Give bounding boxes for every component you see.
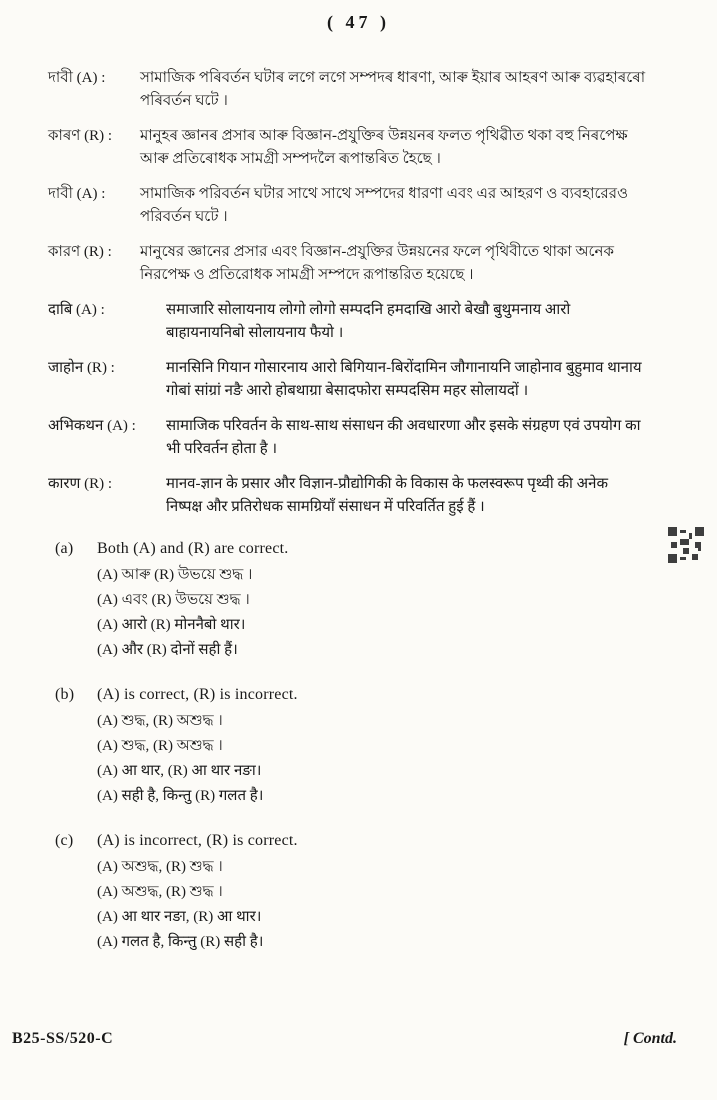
statement-row-assamese-a: [48, 67, 647, 113]
statement-row-bengali-a: [48, 183, 647, 229]
option-translation-assamese: (A) অশুদ্ধ, (R) শুদ্ধ ।: [97, 859, 223, 875]
option-english: (A) is incorrect, (R) is correct.: [97, 832, 298, 849]
statement-text: মানুষের জ্ঞানের প্রসার এবং বিজ্ঞান-প্রযুক্তির উন্নয়নের ফলে পৃথিবীতে থাকা অনেক নিরপেক্ষ ও প্রতিরোধক সামগ্রী সম্পদে রূপান্তরিত হয়েছে ।: [140, 244, 614, 283]
statement-label: अभिकथन (A) :: [48, 418, 136, 434]
statement-label: কারণ (R) :: [48, 244, 112, 260]
statement-text: समाजारि सोलायनाय लोगो लोगो सम्पदनि हमदाखि आरो बेखौ बुथुमनाय आरो बाहायनायनिबो सोलायनाय फैयो ।: [166, 302, 571, 341]
option-key: (a): [55, 540, 74, 557]
option-head: [55, 829, 647, 853]
option-translation-bodo: (A) आ थार नङा, (R) आ थार।: [97, 909, 262, 925]
option-translation-hindi: (A) और (R) दोनों सही हैं।: [97, 642, 238, 658]
option-translation-bodo: (A) आ थार, (R) आ थार नङा।: [97, 763, 262, 779]
statement-label: দাবী (A) :: [48, 70, 106, 86]
option-translations: [97, 709, 647, 809]
statement-row-bodo-r: [48, 357, 647, 403]
statement-text: मानसिनि गियान गोसारनाय आरो बिगियान-बिरोंदामिन जौगानायनि जाहोनाव बुहुमाव थानाय गोबां सांग्रां नङै आरो होबथाग्रा बेसादफोरा सम्पदसिम महर सोलायदों ।: [166, 360, 642, 399]
option-translation-hindi: (A) गलत है, किन्तु (R) सही है।: [97, 934, 264, 950]
statement-text: मानव-ज्ञान के प्रसार और विज्ञान-प्रौद्योगिकी के विकास के फलस्वरूप पृथ्वी की अनेक निष्पक्ष और प्रतिरोधक सामग्रियाँ संसाधन में परिवर्तित हुई हैं ।: [166, 476, 608, 515]
statement-label: কাৰণ (R) :: [48, 128, 113, 144]
contd-marker: [ Contd.: [623, 1030, 677, 1047]
option-b: [55, 683, 647, 809]
statement-label: जाहोन (R) :: [48, 360, 115, 376]
option-c: [55, 829, 647, 955]
statement-text: সামাজিক পরিবর্তন ঘটার সাথে সাথে সম্পদের ধারণা এবং এর আহরণ ও ব্যবহারেরও পরিবর্তন ঘটে ।: [140, 186, 629, 225]
statement-text: সামাজিক পৰিবৰ্তন ঘটাৰ লগে লগে সম্পদৰ ধাৰণা, আৰু ইয়াৰ আহৰণ আৰু ব্যৱহাৰৰো পৰিবৰ্তন ঘটে ।: [140, 70, 646, 109]
option-a: [55, 537, 647, 663]
option-translation-assamese: (A) আৰু (R) উভয়ে শুদ্ধ ।: [97, 567, 253, 583]
statement-row-bodo-a: [48, 299, 647, 345]
statement-label: দাবী (A) :: [48, 186, 106, 202]
statement-row-assamese-r: [48, 125, 647, 171]
statement-row-hindi-r: [48, 473, 647, 519]
page-number: ( 47 ): [327, 12, 390, 32]
option-translation-bengali: (A) অশুদ্ধ, (R) শুদ্ধ ।: [97, 884, 223, 900]
option-translation-hindi: (A) सही है, किन्तु (R) गलत है।: [97, 788, 264, 804]
option-translation-bodo: (A) आरो (R) मोननैबो थार।: [97, 617, 246, 633]
statement-text: सामाजिक परिवर्तन के साथ-साथ संसाधन की अवधारणा और इसके संग्रहण एवं उपयोग का भी परिवर्तन होता है ।: [166, 418, 641, 457]
option-translations: [97, 563, 647, 663]
option-head: [55, 683, 647, 707]
paper-code: B25-SS/520-C: [12, 1030, 114, 1047]
statement-label: दाबि (A) :: [48, 302, 105, 318]
option-translation-bengali: (A) শুদ্ধ, (R) অশুদ্ধ ।: [97, 738, 223, 754]
page-footer: [12, 1030, 677, 1048]
option-key: (b): [55, 686, 75, 703]
statement-row-bengali-r: [48, 241, 647, 287]
option-translation-bengali: (A) এবং (R) উভয়ে শুদ্ধ ।: [97, 592, 250, 608]
statement-label: कारण (R) :: [48, 476, 113, 492]
statement-row-hindi-a: [48, 415, 647, 461]
option-english: Both (A) and (R) are correct.: [97, 540, 289, 557]
option-translation-assamese: (A) শুদ্ধ, (R) অশুদ্ধ ।: [97, 713, 223, 729]
statement-text: মানুহৰ জ্ঞানৰ প্ৰসাৰ আৰু বিজ্ঞান-প্ৰযুক্তিৰ উন্নয়নৰ ফলত পৃথিৱীত থকা বহু নিৰপেক্ষ আৰু প্ৰতিৰোধক সামগ্ৰী সম্পদলৈ ৰূপান্তৰিত হৈছে ।: [140, 128, 628, 167]
qr-code-icon: [668, 527, 704, 563]
option-translations: [97, 855, 647, 955]
option-key: (c): [55, 832, 74, 849]
options-section: [0, 537, 717, 955]
option-head: [55, 537, 647, 561]
option-english: (A) is correct, (R) is incorrect.: [97, 686, 298, 703]
statements-section: [0, 67, 717, 519]
